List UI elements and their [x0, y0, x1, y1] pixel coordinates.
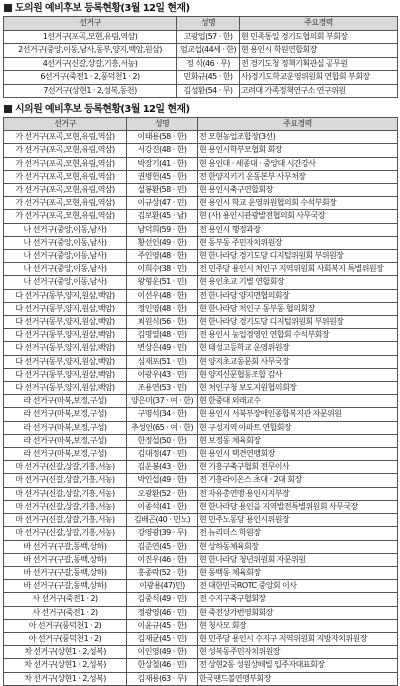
district-cell: 가 선거구(포곡,모현,유림,역삼)	[4, 144, 127, 157]
district-cell: 가 선거구(포곡,모현,유림,역삼)	[4, 184, 127, 197]
district-cell: 차 선거구(상현1 · 2,성복)	[4, 672, 127, 685]
section-city-title	[3, 103, 397, 117]
table-row	[4, 566, 398, 579]
district-cell: 마 선거구(신갈,상갈,기흥,서농)	[4, 461, 127, 474]
candidate-cell: 변상은(49 · 민)	[127, 342, 198, 355]
candidate-cell: 이광우(43 · 민)	[127, 368, 198, 381]
career-cell: 전 모현농업조합장(3선)	[198, 131, 398, 144]
column-header-district: 선거구	[4, 118, 127, 131]
table-row	[4, 646, 398, 659]
career-cell: 전 대한민국ROTC 중앙회 이사	[198, 580, 398, 593]
career-cell: 현 (사) 용인시관광발전협의회 사무국장	[198, 210, 398, 223]
table-row	[4, 500, 398, 513]
district-cell: 사 선거구(죽전1 · 2)	[4, 593, 127, 606]
district-cell: 라 선거구(마북,보정,구성)	[4, 395, 127, 408]
district-cell: 차 선거구(상현1 · 2,성복)	[4, 646, 127, 659]
candidate-cell: 정인영(48 · 한)	[127, 302, 198, 315]
table-row	[4, 487, 398, 500]
district-cell: 마 선거구(신갈,상갈,기흥,서농)	[4, 487, 127, 500]
career-cell: 현 한나라당 경기도당 디지털위원회 부위원장	[198, 250, 398, 263]
district-cell: 다 선거구(동부,양지,원삼,백암)	[4, 368, 127, 381]
table-row	[4, 316, 398, 329]
district-cell: 가 선거구(포곡,모현,유림,역삼)	[4, 170, 127, 183]
table-row	[4, 421, 398, 434]
district-cell: 라 선거구(마북,보정,구성)	[4, 408, 127, 421]
table-row	[4, 223, 398, 236]
table-row	[4, 408, 398, 421]
table-row	[4, 540, 398, 553]
table-row	[4, 474, 398, 487]
candidate-cell: 김재용(63 · 무)	[127, 672, 198, 685]
district-cell: 라 선거구(마북,보정,구성)	[4, 448, 127, 461]
table-row	[4, 302, 398, 315]
career-cell: 현 용인시 택견연맹회장	[198, 448, 398, 461]
district-cell: 바 선거구(구갈,동백,상하)	[4, 566, 127, 579]
career-cell: 현 용인시학부모협회 회장	[198, 144, 398, 157]
table-row	[4, 342, 398, 355]
table-row	[4, 632, 398, 645]
candidate-cell: 한정섭(50 · 한)	[127, 434, 198, 447]
candidate-cell: 박장기(41 · 한)	[127, 157, 198, 170]
candidate-cell: 김재균(45 · 민)	[127, 632, 198, 645]
district-cell: 나 선거구(중앙,이동,남사)	[4, 236, 127, 249]
candidate-cell: 이윤규(45 · 한)	[127, 619, 198, 632]
district-cell: 1선거구(포곡,모현,유림,역삼)	[4, 30, 177, 44]
table-row	[4, 382, 398, 395]
candidate-cell: 조용연(53 · 민)	[127, 382, 198, 395]
table-row	[4, 434, 398, 447]
square-bullet-icon	[4, 105, 12, 113]
candidate-cell: 한상철(46 · 민)	[127, 659, 198, 672]
district-cell: 가 선거구(포곡,모현,유림,역삼)	[4, 157, 127, 170]
career-cell: 전 용인시 행정과장	[198, 223, 398, 236]
career-cell: 전 기흥라이온스 초대 · 2대 회장	[198, 474, 398, 487]
candidate-cell: 설봉환(58 · 민)	[127, 184, 198, 197]
candidate-cell: 김배곤(40 · 민노)	[127, 514, 198, 527]
table-row	[4, 44, 398, 58]
candidate-cell: 이규상(47 · 민)	[127, 197, 198, 210]
candidate-cell: 김성환(54 · 무)	[177, 84, 240, 98]
district-cell: 다 선거구(동부,양지,원삼,백암)	[4, 342, 127, 355]
career-cell: 현 용인시축구연합회장	[198, 184, 398, 197]
district-cell: 바 선거구(구갈,동백,상하)	[4, 553, 127, 566]
candidate-cell: 양은미(37 · 여 · 한)	[127, 395, 198, 408]
square-bullet-icon	[4, 4, 12, 12]
district-cell: 나 선거구(중앙,이동,남사)	[4, 263, 127, 276]
district-cell: 마 선거구(신갈,상갈,기흥,서농)	[4, 514, 127, 527]
table-row	[4, 289, 398, 302]
table-row	[4, 461, 398, 474]
provincial-candidates-table	[3, 16, 398, 98]
table-row	[4, 84, 398, 98]
table-row	[4, 355, 398, 368]
career-cell: 현 처인구청 보도지원협의회장	[198, 382, 398, 395]
table-row	[4, 170, 398, 183]
table-header-row	[4, 118, 398, 131]
table-row	[4, 553, 398, 566]
candidate-cell: 김운봉(43 · 한)	[127, 461, 198, 474]
candidate-cell: 엄교섭(44세 · 한)	[177, 44, 240, 58]
table-row	[4, 236, 398, 249]
career-cell: 현 동부동 주민자치위원장	[198, 236, 398, 249]
career-cell: 현 한나라당 청년위원회 자문위원	[198, 553, 398, 566]
table-row	[4, 184, 398, 197]
candidate-cell: 주인영(48 · 한)	[127, 250, 198, 263]
table-row	[4, 368, 398, 381]
table-row	[4, 197, 398, 210]
section-city-title-text: 시의원 예비후보 등록현황(3월 12일 현재)	[15, 104, 190, 115]
candidate-cell: 추성인(65 · 여 · 한)	[127, 421, 198, 434]
district-cell: 가 선거구(포곡,모현,유림,역삼)	[4, 197, 127, 210]
district-cell: 라 선거구(마북,보정,구성)	[4, 434, 127, 447]
column-header-career: 주요경력	[240, 17, 398, 31]
column-header-career: 주요경력	[198, 118, 398, 131]
candidate-cell: 민화규(45 · 한)	[177, 71, 240, 85]
career-cell: 현 민주노동당 용인시위원장	[198, 514, 398, 527]
table-row	[4, 619, 398, 632]
district-cell: 다 선거구(동부,양지,원삼,백암)	[4, 302, 127, 315]
table-row	[4, 276, 398, 289]
candidate-cell: 이진우(46 · 한)	[127, 553, 198, 566]
table-row	[4, 606, 398, 619]
career-cell: 전 뉴리더스 학원장	[198, 527, 398, 540]
career-cell: 현 동백동 체육회장	[198, 566, 398, 579]
district-cell: 다 선거구(동부,양지,원삼,백암)	[4, 329, 127, 342]
column-header-candidate: 성명	[127, 118, 198, 131]
career-cell: 현 한나라당 처인구 동부동 협의회장	[198, 302, 398, 315]
career-cell: 전 수지구축구협회장	[198, 593, 398, 606]
district-cell: 다 선거구(동부,양지,원삼,백암)	[4, 289, 127, 302]
career-cell: 현 용인시 서북부장애인종합복지관 자문위원	[198, 408, 398, 421]
career-cell: 현 한나라당 경기도당 디지털위원회 부위원장	[198, 316, 398, 329]
district-cell: 마 선거구(신갈,상갈,기흥,서농)	[4, 527, 127, 540]
district-cell: 아 선거구(풍덕천1 · 2)	[4, 619, 127, 632]
candidate-cell: 이광용(47)민)	[127, 580, 198, 593]
district-cell: 나 선거구(중앙,이동,남사)	[4, 250, 127, 263]
candidate-cell: 박인섭(49 · 한)	[127, 474, 198, 487]
table-row	[4, 580, 398, 593]
table-row	[4, 448, 398, 461]
candidate-cell: 김중식(49 · 민)	[127, 593, 198, 606]
district-cell: 라 선거구(마북,보정,구성)	[4, 421, 127, 434]
career-cell: 한국팬드볼연맹부회장	[198, 672, 398, 685]
career-cell: 전 한양지키기 운동본부 사무처장	[198, 170, 398, 183]
candidate-cell: 심재포(51 · 민)	[127, 355, 198, 368]
career-cell: 고려대 가족정책연구소 연구위원	[240, 84, 398, 98]
career-cell: 현 보정동 체육회장	[198, 434, 398, 447]
table-row	[4, 514, 398, 527]
career-cell: 전 상현2동 성원상떼빌 입주자대표회장	[198, 659, 398, 672]
district-cell: 다 선거구(동부,양지,원삼,백암)	[4, 316, 127, 329]
table-row	[4, 250, 398, 263]
table-row	[4, 157, 398, 170]
district-cell: 마 선거구(신갈,상갈,기흥,서농)	[4, 474, 127, 487]
candidate-cell: 권병헌(45 · 한)	[127, 170, 198, 183]
table-row	[4, 263, 398, 276]
candidate-cell: 남덕희(59 · 한)	[127, 223, 198, 236]
table-row	[4, 672, 398, 685]
career-cell: 현 태성고등학교 운영위원장	[198, 342, 398, 355]
column-header-district: 선거구	[4, 17, 177, 31]
candidate-cell: 이인영(49 · 한)	[127, 646, 198, 659]
candidate-cell: 왕형운(51 · 민)	[127, 276, 198, 289]
career-cell: 현 양지신문협동조합 감사	[198, 368, 398, 381]
career-cell: 현 민주당 용인시 수지구 지역위원회 지방자치위원장	[198, 632, 398, 645]
table-row	[4, 395, 398, 408]
career-cell: 전 경기도청 정책기획관실 공무원	[240, 57, 398, 71]
candidate-cell: 정 식(46 · 무)	[177, 57, 240, 71]
candidate-cell: 홍종락(52 · 한)	[127, 566, 198, 579]
section-city	[3, 103, 397, 686]
table-row	[4, 144, 398, 157]
career-cell: 현 용인시 학교 운영위원협의회 수석부회장	[198, 197, 398, 210]
career-cell: 전 민주당 용인시 처인구 지역위원회 사회복지 특별위원장	[198, 263, 398, 276]
candidate-cell: 김대정(47 · 민)	[127, 448, 198, 461]
career-cell: 현 용인대 · 세종대 · 중앙대 시간강사	[198, 157, 398, 170]
city-candidates-table	[3, 117, 398, 686]
district-cell: 사 선거구(죽전1 · 2)	[4, 606, 127, 619]
career-cell: 현 청사모 회장	[198, 619, 398, 632]
career-cell: 현 용인시 학원연합회장	[240, 44, 398, 58]
candidate-cell: 이종석(41 · 한)	[127, 500, 198, 513]
career-cell: 현 한중대 외래교수	[198, 395, 398, 408]
career-cell: 현 상하동체육회장	[198, 540, 398, 553]
district-cell: 바 선거구(구갈,동백,상하)	[4, 540, 127, 553]
candidate-cell: 오광환(52 · 한)	[127, 487, 198, 500]
candidate-cell: 김보환(45 · 남)	[127, 210, 198, 223]
table-row	[4, 329, 398, 342]
candidate-cell: 이태용(58 · 한)	[127, 131, 198, 144]
table-header-row	[4, 17, 398, 31]
career-cell: 현 민족통일 경기도협의회 부회장	[240, 30, 398, 44]
career-cell: 현 기흥구축구협회 전무이사	[198, 461, 398, 474]
candidate-cell: 강영광(39 · 무)	[127, 527, 198, 540]
district-cell: 마 선거구(신갈,상갈,기흥,서농)	[4, 500, 127, 513]
candidate-cell: 황선인(49 · 한)	[127, 236, 198, 249]
district-cell: 7선거구(상현1 · 2,성복,동천)	[4, 84, 177, 98]
career-cell: 현 죽전상가번영회회장	[198, 606, 398, 619]
table-row	[4, 659, 398, 672]
district-cell: 6선거구(죽전1 · 2,풍덕천1 · 2)	[4, 71, 177, 85]
career-cell: 현 양지초교동문회 사무국장	[198, 355, 398, 368]
table-row	[4, 57, 398, 71]
career-cell: 현 구성지역 아파트 연합회장	[198, 421, 398, 434]
district-cell: 다 선거구(동부,양지,원삼,백암)	[4, 382, 127, 395]
table-row	[4, 527, 398, 540]
career-cell: 전 한나라당 양지면협의회장	[198, 289, 398, 302]
section-provincial	[3, 2, 397, 98]
career-cell: 사)경기도학교운영위원회 연합회 부회장	[240, 71, 398, 85]
career-cell: 전 용인시 농업경영인 연합회 수석부회장	[198, 329, 398, 342]
table-row	[4, 210, 398, 223]
district-cell: 가 선거구(포곡,모현,유림,역삼)	[4, 131, 127, 144]
column-header-candidate: 성명	[177, 17, 240, 31]
section-provincial-title	[3, 2, 397, 16]
career-cell: 현 성복동주민자치위원장	[198, 646, 398, 659]
district-cell: 바 선거구(구갈,동백,상하)	[4, 580, 127, 593]
district-cell: 차 선거구(상현1 · 2,성복)	[4, 659, 127, 672]
district-cell: 2선거구(중앙,이동,남사,동부,양지,백암,원삼)	[4, 44, 177, 58]
candidate-cell: 이선우(48 · 한)	[127, 289, 198, 302]
district-cell: 나 선거구(중앙,이동,남사)	[4, 223, 127, 236]
table-row	[4, 30, 398, 44]
district-cell: 가 선거구(포곡,모현,유림,역삼)	[4, 210, 127, 223]
section-provincial-title-text: 도의원 예비후보 등록현황(3월 12일 현재)	[15, 3, 190, 14]
candidate-cell: 김준연(45 · 한)	[127, 540, 198, 553]
table-row	[4, 71, 398, 85]
candidate-cell: 이희수(38 · 민)	[127, 263, 198, 276]
candidate-cell: 구명석(34 · 한)	[127, 408, 198, 421]
career-cell: 현 용인초교 기별 연합회장	[198, 276, 398, 289]
career-cell: 전 자유총연맹 용인시지부장	[198, 487, 398, 500]
table-row	[4, 593, 398, 606]
candidate-cell: 김명열(48 · 민)	[127, 329, 198, 342]
district-cell: 나 선거구(중앙,이동,남사)	[4, 276, 127, 289]
candidate-cell: 최원식(56 · 한)	[127, 316, 198, 329]
candidate-cell: 정광영(46 · 민)	[127, 606, 198, 619]
district-cell: 4선거구(신갈,상갈,기흥,서농)	[4, 57, 177, 71]
district-cell: 아 선거구(풍덕천1 · 2)	[4, 632, 127, 645]
candidate-cell: 고광업(57 · 한)	[177, 30, 240, 44]
district-cell: 다 선거구(동부,양지,원삼,백암)	[4, 355, 127, 368]
career-cell: 현 한나라당 용인을 지역발전특별위원회 사무국장	[198, 500, 398, 513]
table-row	[4, 131, 398, 144]
candidate-cell: 서강진(48 · 한)	[127, 144, 198, 157]
